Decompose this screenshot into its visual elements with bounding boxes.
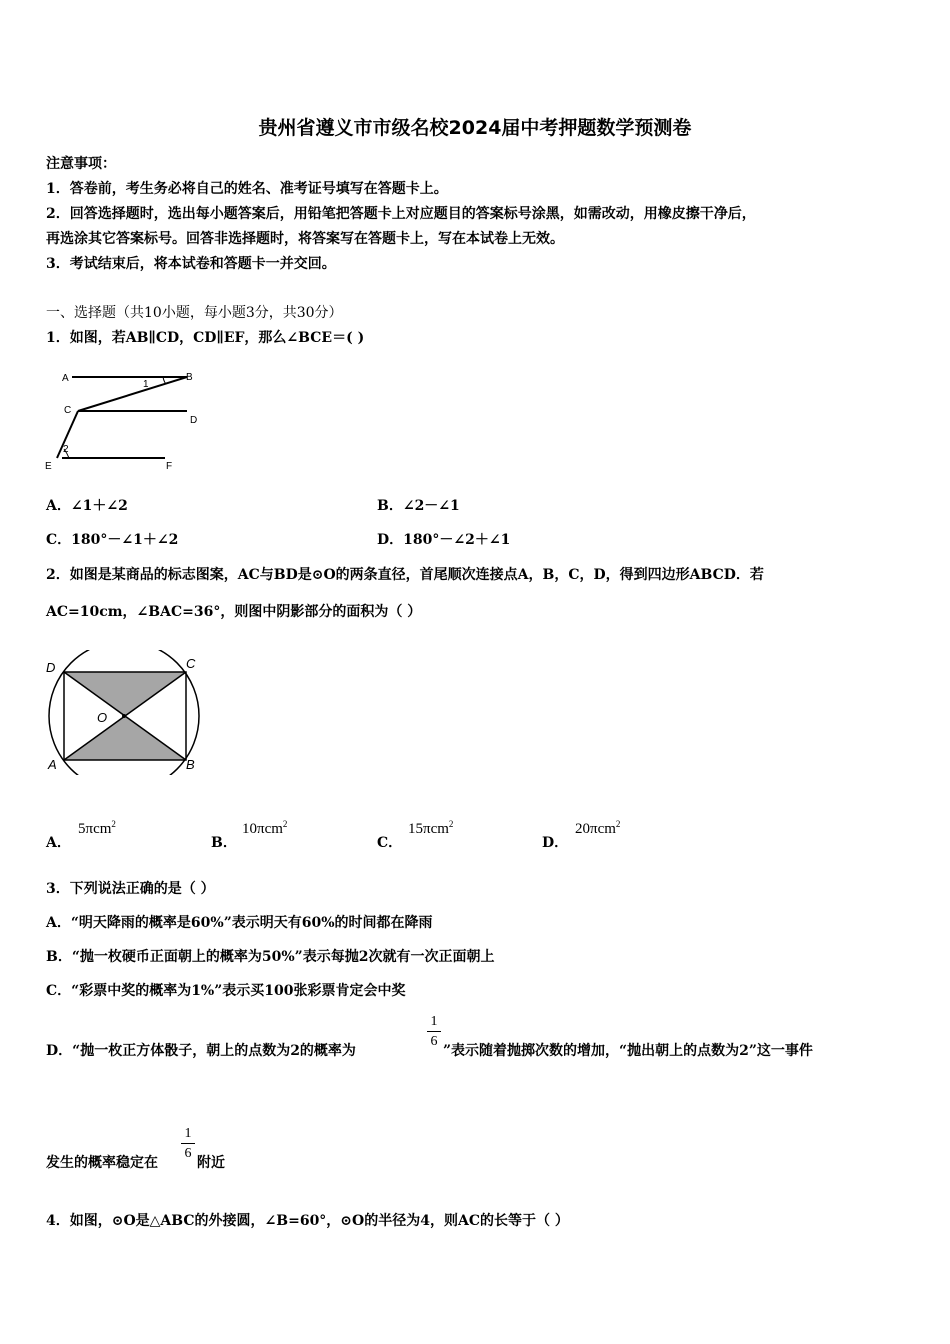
notice-item: 再选涂其它答案标号。回答非选择题时，将答案写在答题卡上，写在本试卷上无效。: [46, 231, 564, 247]
q1-figure: [40, 365, 215, 475]
q2-figure: [40, 650, 210, 775]
q3-option-d-part1: D．“抛一枚正方体骰子，朝上的点数为2的概率为: [46, 1043, 356, 1059]
q2-label-c: C: [186, 656, 196, 671]
q1-stem: 1．如图，若AB∥CD，CD∥EF，那么∠BCE＝( ): [46, 330, 365, 346]
q1-option-c: C．180°－∠1＋∠2: [46, 532, 179, 548]
q1-option-a: A．∠1＋∠2: [46, 498, 128, 514]
q1-label-e: E: [45, 461, 52, 472]
q3-fraction: 1 6: [427, 1013, 441, 1050]
q2-label-o: O: [97, 710, 108, 725]
q1-label-c: C: [64, 405, 72, 416]
q4-stem: 4．如图，⊙O是△ABC的外接圆，∠B=60°，⊙O的半径为4，则AC的长等于（ ）: [46, 1213, 569, 1229]
q2-option-b-value: 10πcm$^2$: [242, 819, 288, 837]
q1-label-d: D: [190, 415, 198, 426]
q2-option-a-value: 5πcm$^2$: [78, 819, 116, 837]
notice-item: 1．答卷前，考生务必将自己的姓名、准考证号填写在答题卡上。: [46, 181, 448, 197]
q2-option-a-letter: A．: [46, 835, 71, 851]
q2-option-c-value: 15πcm$^2$: [408, 819, 454, 837]
notice-item: 3．考试结束后，将本试卷和答题卡一并交回。: [46, 256, 336, 272]
q1-label-a: A: [62, 373, 69, 384]
q2-label-a: A: [48, 757, 57, 772]
q1-label-angle1: 1: [143, 379, 149, 390]
q3-option-d-part3: 发生的概率稳定在: [46, 1155, 158, 1171]
q2-option-d-value: 20πcm$^2$: [575, 819, 621, 837]
q3-option-c: C．“彩票中奖的概率为1%”表示买100张彩票肯定会中奖: [46, 983, 406, 999]
q3-stem: 3．下列说法正确的是（ ）: [46, 881, 215, 897]
q1-label-b: B: [186, 372, 193, 383]
q1-label-f: F: [166, 461, 173, 472]
page-title: 贵州省遵义市市级名校2024届中考押题数学预测卷: [258, 117, 692, 139]
q2-option-d-letter: D．: [542, 835, 569, 851]
q3-option-a: A．“明天降雨的概率是60%”表示明天有60%的时间都在降雨: [46, 915, 433, 931]
q2-stem-line2: AC=10cm，∠BAC=36°，则图中阴影部分的面积为（ ）: [46, 604, 422, 620]
section-heading: 一、选择题（共10小题，每小题3分，共30分）: [46, 305, 343, 321]
q2-stem-line1: 2．如图是某商品的标志图案，AC与BD是⊙O的两条直径，首尾顺次连接点A，B，C，D，得到四边形ABCD．若: [46, 567, 764, 583]
notice-heading: 注意事项：: [46, 156, 116, 172]
q1-option-d: D．180°－∠2＋∠1: [377, 532, 511, 548]
q1-option-b: B．∠2－∠1: [377, 498, 460, 514]
notice-item: 2．回答选择题时，选出每小题答案后，用铅笔把答题卡上对应题目的答案标号涂黑，如需改动，用橡皮擦干净后，: [46, 206, 756, 222]
q3-option-d-part2: ”表示随着抛掷次数的增加，“抛出朝上的点数为2”这一事件: [443, 1043, 813, 1059]
q1-label-angle2: 2: [63, 444, 69, 455]
q2-option-b-letter: B．: [211, 835, 237, 851]
q2-option-c-letter: C．: [377, 835, 403, 851]
q2-label-b: B: [186, 757, 195, 772]
q3-fraction: 1 6: [181, 1125, 195, 1162]
q2-label-d: D: [46, 660, 56, 675]
q3-option-d-part4: 附近: [197, 1155, 225, 1171]
q3-option-b: B．“抛一枚硬币正面朝上的概率为50%”表示每抛2次就有一次正面朝上: [46, 949, 495, 965]
